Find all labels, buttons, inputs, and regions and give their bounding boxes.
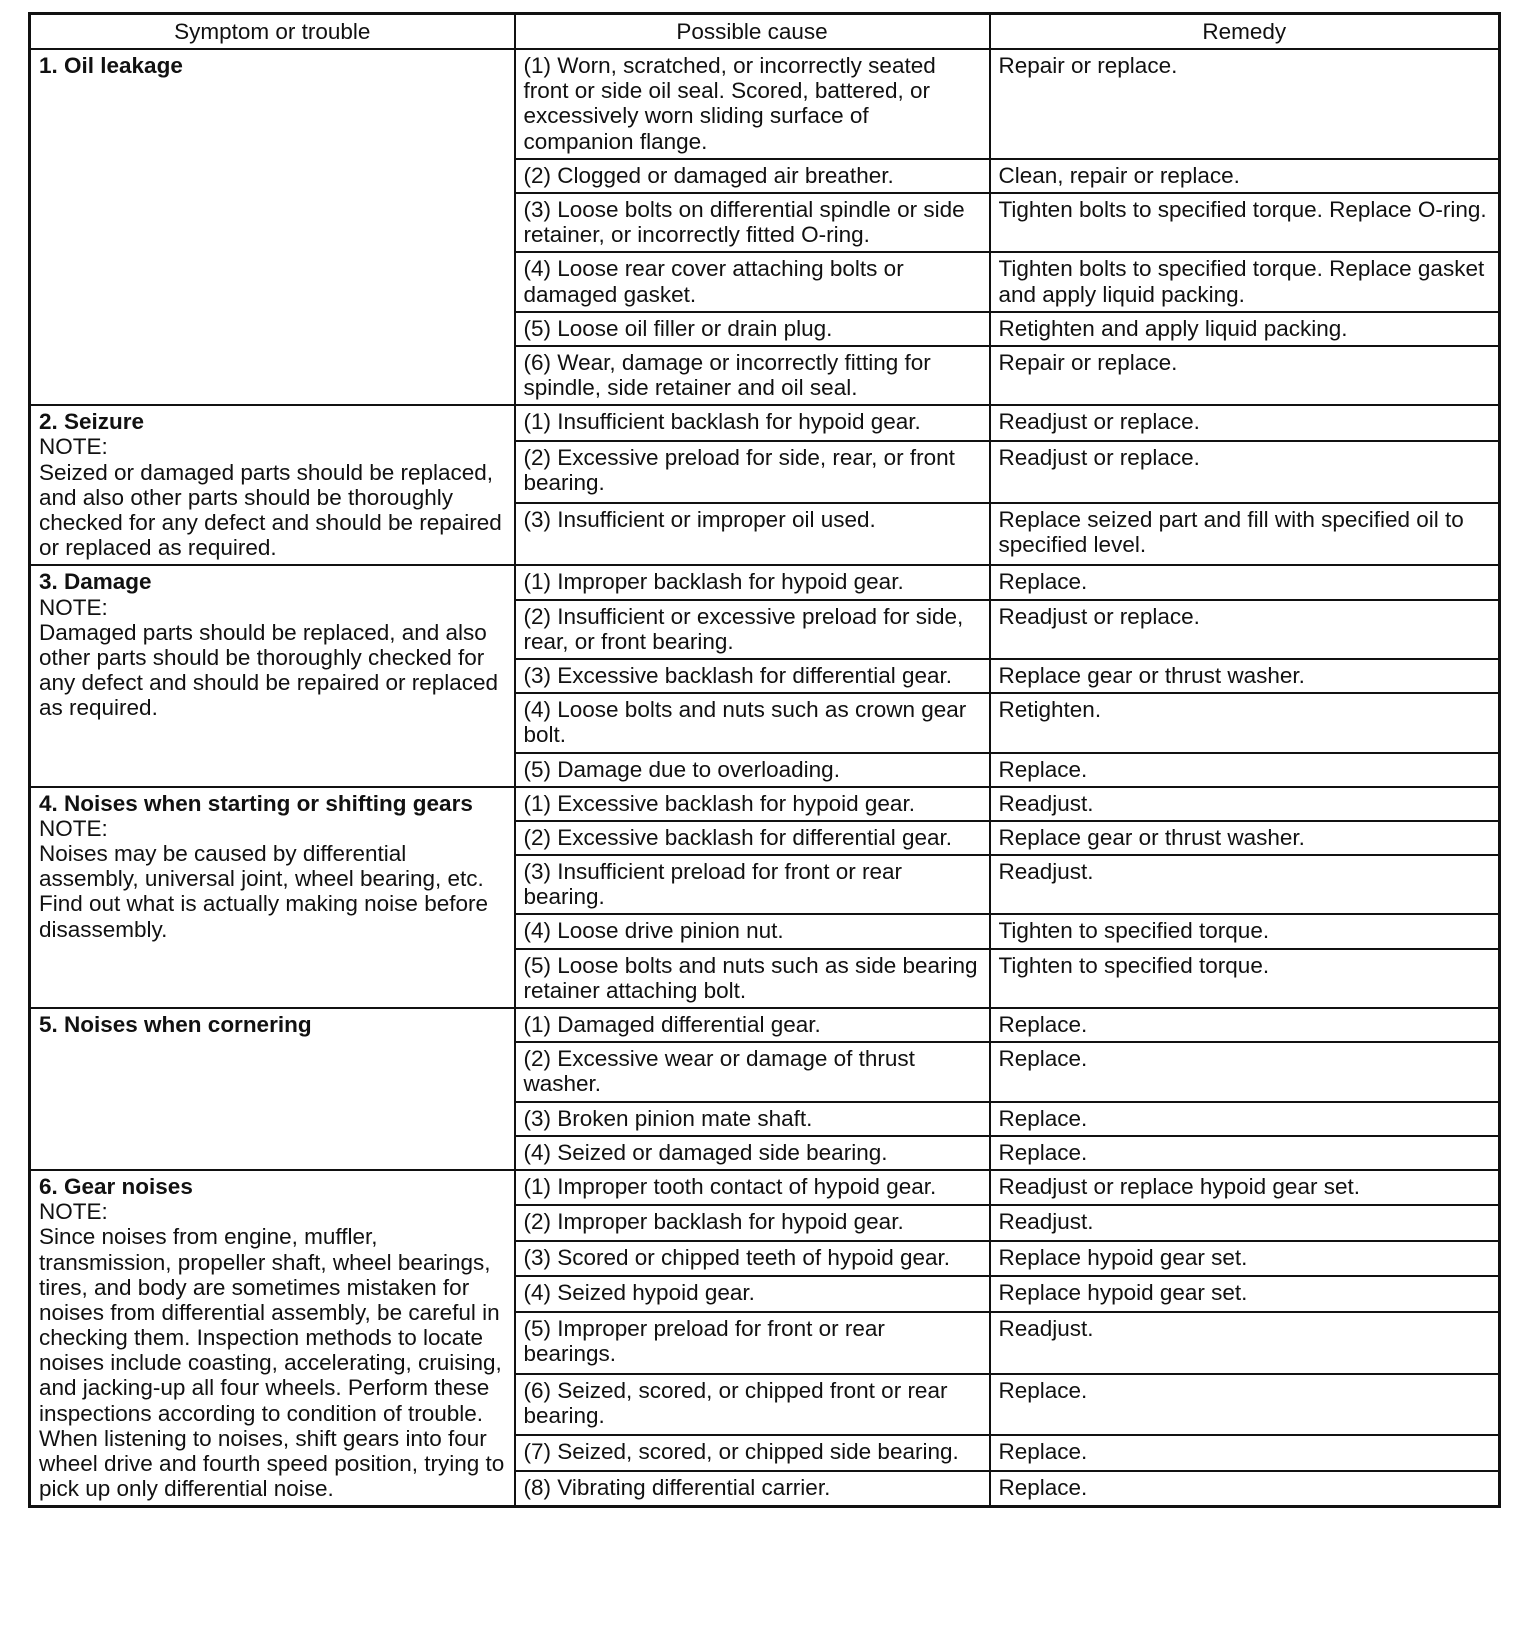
cause-cell: (3) Insufficient preload for front or rear bearing.: [515, 855, 990, 914]
remedy-cell: Replace.: [990, 1471, 1500, 1507]
cause-cell: (1) Damaged differential gear.: [515, 1008, 990, 1042]
cause-cell: (1) Insufficient backlash for hypoid gear.: [515, 405, 990, 441]
remedy-cell: Replace.: [990, 1374, 1500, 1436]
cause-cell: (4) Loose drive pinion nut.: [515, 914, 990, 948]
remedy-cell: Readjust or replace.: [990, 600, 1500, 659]
cause-cell: (2) Excessive preload for side, rear, or front bearing.: [515, 441, 990, 503]
symptom-title: 6. Gear noises: [39, 1173, 193, 1199]
cause-cell: (2) Excessive backlash for differential gear.: [515, 821, 990, 855]
remedy-cell: Tighten bolts to specified torque. Replace O-ring.: [990, 193, 1500, 252]
cause-cell: (2) Excessive wear or damage of thrust washer.: [515, 1042, 990, 1101]
table-row: [30, 49, 1500, 159]
header-row: [30, 14, 1500, 50]
remedy-cell: Readjust or replace.: [990, 405, 1500, 441]
cause-cell: (2) Clogged or damaged air breather.: [515, 159, 990, 193]
remedy-cell: Repair or replace.: [990, 346, 1500, 405]
symptom-title: 3. Damage: [39, 569, 152, 595]
remedy-cell: Replace hypoid gear set.: [990, 1241, 1500, 1277]
cause-cell: (6) Wear, damage or incorrectly fitting for spindle, side retainer and oil seal.: [515, 346, 990, 405]
symptom-cell: [30, 1008, 515, 1170]
remedy-cell: Replace hypoid gear set.: [990, 1276, 1500, 1312]
cause-cell: (7) Seized, scored, or chipped side bearing.: [515, 1435, 990, 1471]
symptom-cell: [30, 49, 515, 405]
table-row: [30, 1008, 1500, 1042]
remedy-cell: Replace.: [990, 565, 1500, 599]
symptom-title: 5. Noises when cornering: [39, 1012, 312, 1037]
cause-cell: (3) Insufficient or improper oil used.: [515, 503, 990, 565]
remedy-cell: Repair or replace.: [990, 49, 1500, 159]
cause-cell: (5) Loose oil filler or drain plug.: [515, 312, 990, 346]
cause-cell: (6) Seized, scored, or chipped front or rear bearing.: [515, 1374, 990, 1436]
cause-cell: (1) Worn, scratched, or incorrectly seated front or side oil seal. Scored, battered, or excessively worn sliding surface of companion flange.: [515, 49, 990, 159]
remedy-cell: Retighten and apply liquid packing.: [990, 312, 1500, 346]
remedy-cell: Clean, repair or replace.: [990, 159, 1500, 193]
remedy-cell: Replace gear or thrust washer.: [990, 821, 1500, 855]
symptom-note-text: Damaged parts should be replaced, and also other parts should be thoroughly checked for any defect and should be repaired or replaced as required.: [39, 619, 499, 721]
cause-cell: (2) Insufficient or excessive preload for side, rear, or front bearing.: [515, 600, 990, 659]
symptom-title: 1. Oil leakage: [39, 53, 183, 78]
remedy-cell: Readjust.: [990, 787, 1500, 821]
cause-cell: (4) Seized hypoid gear.: [515, 1276, 990, 1312]
troubleshooting-table: [28, 12, 1501, 1508]
cause-cell: (5) Loose bolts and nuts such as side bearing retainer attaching bolt.: [515, 949, 990, 1008]
table-row: [30, 565, 1500, 599]
cause-cell: (5) Damage due to overloading.: [515, 753, 990, 787]
symptom-cell: [30, 787, 515, 1008]
cause-cell: (1) Improper backlash for hypoid gear.: [515, 565, 990, 599]
header-cause: Possible cause: [515, 14, 990, 50]
symptom-title: 2. Seizure: [39, 409, 145, 435]
cause-cell: (4) Seized or damaged side bearing.: [515, 1136, 990, 1170]
symptom-cell: [30, 405, 515, 565]
symptom-title: 4. Noises when starting or shifting gears: [39, 790, 473, 816]
cause-cell: (3) Loose bolts on differential spindle or side retainer, or incorrectly fitted O-ring.: [515, 193, 990, 252]
header-symptom: Symptom or trouble: [30, 14, 515, 50]
table-body: [30, 49, 1500, 1507]
symptom-cell: [30, 565, 515, 786]
symptom-cell: [30, 1170, 515, 1507]
remedy-cell: Readjust.: [990, 1312, 1500, 1374]
cause-cell: (3) Broken pinion mate shaft.: [515, 1102, 990, 1136]
table-row: [30, 405, 1500, 441]
remedy-cell: Replace seized part and fill with specified oil to specified level.: [990, 503, 1500, 565]
remedy-cell: Replace.: [990, 1102, 1500, 1136]
table-row: [30, 787, 1500, 821]
remedy-cell: Tighten to specified torque.: [990, 914, 1500, 948]
remedy-cell: Replace.: [990, 1042, 1500, 1101]
remedy-cell: Readjust or replace hypoid gear set.: [990, 1170, 1500, 1206]
cause-cell: (5) Improper preload for front or rear bearings.: [515, 1312, 990, 1374]
cause-cell: (3) Excessive backlash for differential gear.: [515, 659, 990, 693]
remedy-cell: Tighten to specified torque.: [990, 949, 1500, 1008]
symptom-note-text: Noises may be caused by differential assembly, universal joint, wheel bearing, etc. Find out what is actually making noise before disassembly.: [39, 841, 488, 942]
symptom-note-label: NOTE:: [39, 434, 108, 460]
remedy-cell: Retighten.: [990, 693, 1500, 752]
remedy-cell: Replace.: [990, 1008, 1500, 1042]
remedy-cell: Readjust or replace.: [990, 441, 1500, 503]
symptom-note-label: NOTE:: [39, 1199, 108, 1225]
remedy-cell: Readjust.: [990, 855, 1500, 914]
cause-cell: (4) Loose rear cover attaching bolts or damaged gasket.: [515, 252, 990, 311]
cause-cell: (2) Improper backlash for hypoid gear.: [515, 1205, 990, 1241]
remedy-cell: Readjust.: [990, 1205, 1500, 1241]
symptom-note-text: Seized or damaged parts should be replaced, and also other parts should be thoroughly checked for any defect and should be repaired or replaced as required.: [39, 459, 502, 561]
symptom-note-label: NOTE:: [39, 594, 108, 620]
header-remedy: Remedy: [990, 14, 1500, 50]
cause-cell: (1) Excessive backlash for hypoid gear.: [515, 787, 990, 821]
cause-cell: (3) Scored or chipped teeth of hypoid gear.: [515, 1241, 990, 1277]
remedy-cell: Tighten bolts to specified torque. Replace gasket and apply liquid packing.: [990, 252, 1500, 311]
cause-cell: (1) Improper tooth contact of hypoid gear.: [515, 1170, 990, 1206]
cause-cell: (8) Vibrating differential carrier.: [515, 1471, 990, 1507]
table-row: [30, 1170, 1500, 1206]
remedy-cell: Replace.: [990, 1136, 1500, 1170]
symptom-note-text: Since noises from engine, muffler, transmission, propeller shaft, wheel bearings, tires, and body are sometimes mistaken for noises from differential assembly, be careful in checking them. Inspection methods to locate noises include coasting, accelerating, cruising, and jacking-up all four wheels. Perform these inspections according to condition of trouble. When listening to noises, shift gears into four wheel drive and fourth speed position, trying to pick up only differential noise.: [39, 1224, 505, 1502]
remedy-cell: Replace.: [990, 1435, 1500, 1471]
cause-cell: (4) Loose bolts and nuts such as crown gear bolt.: [515, 693, 990, 752]
symptom-note-label: NOTE:: [39, 815, 108, 841]
remedy-cell: Replace gear or thrust washer.: [990, 659, 1500, 693]
remedy-cell: Replace.: [990, 753, 1500, 787]
